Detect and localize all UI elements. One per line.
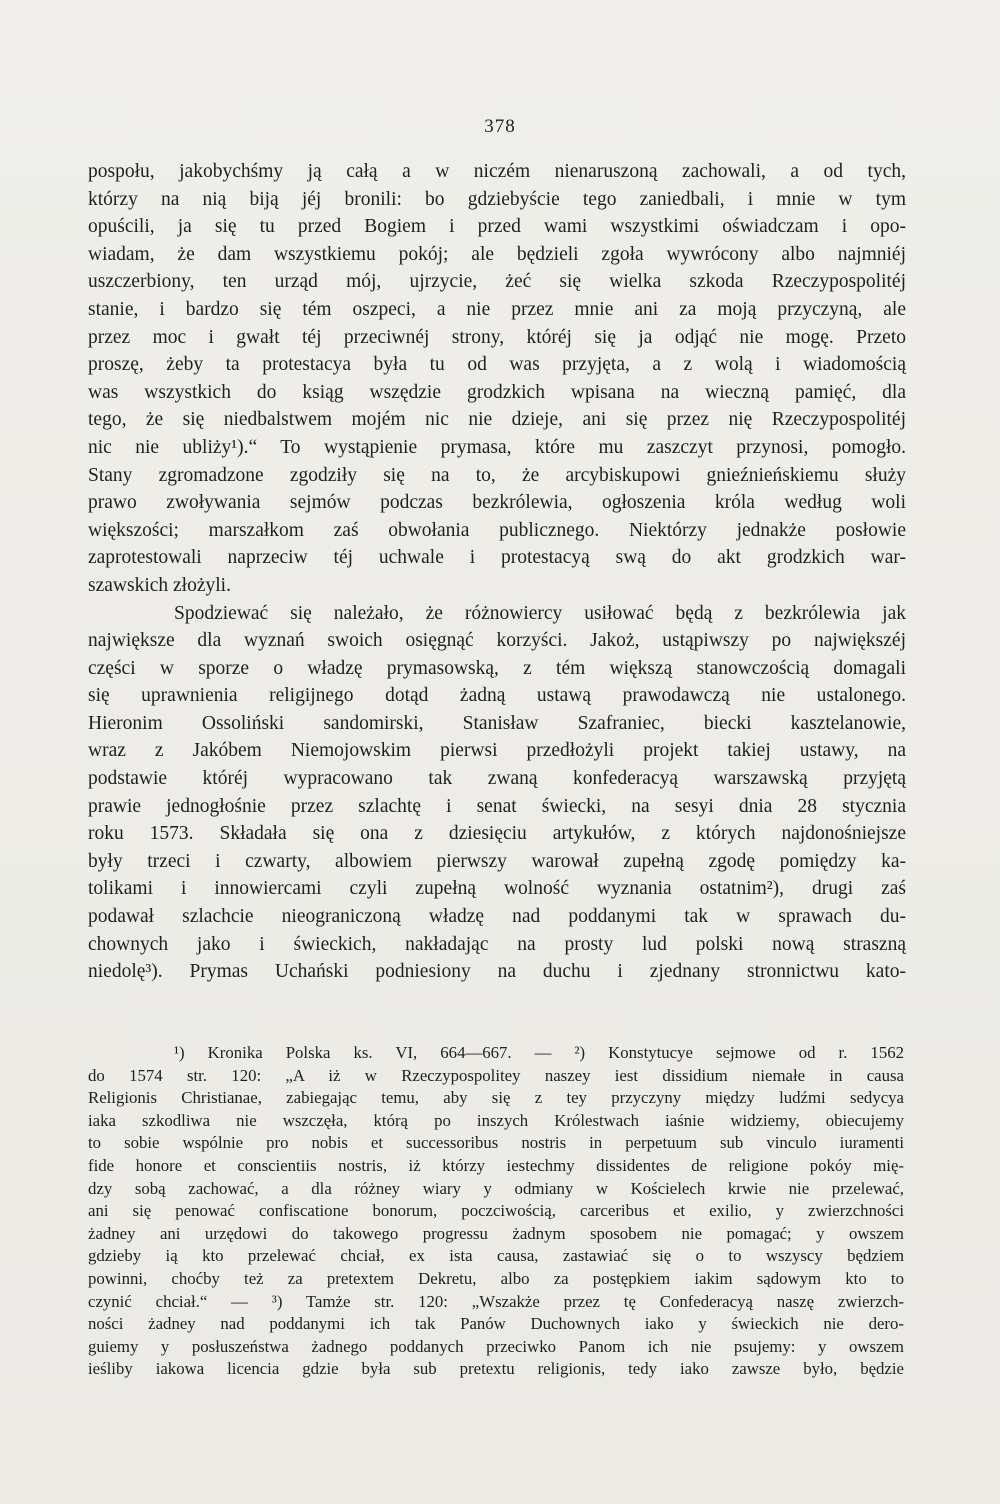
text-line: Spodziewać się należało, że różnowiercy usiłować będą z bezkrólewia jak [174, 602, 906, 624]
text-line: szawskich złożyli. [88, 574, 231, 596]
text-line: największe dla wyznań swoich osięgnąć korzyści. Jakoż, ustąpiwszy po największéj [88, 630, 906, 652]
footnote-line: iaka szkodliwa nie wszczęła, którą po inszych Królestwach iaśnie widziemy, obiecujemy [88, 1110, 904, 1130]
main-text [88, 158, 906, 986]
footnote-line: gdzieby ią kto przelewać chciał, ex ista causa, zastawiać się o to wszyscy będziem [88, 1246, 904, 1266]
footnote-line: guiemy y posłuszeństwa żadnego poddanych przeciwko Panom ich nie psujemy: y owszem [88, 1336, 904, 1356]
footnote-line: czynić chciał.“ — ³) Tamże str. 120: „Wszakże przez tę Confederacyą naszę zwierzch- [88, 1291, 904, 1311]
text-line: tolikami i innowiercami czyli zupełną wolność wyznania ostatnim²), drugi zaś [88, 878, 906, 900]
text-line: nic nie ubliży¹).“ To wystąpienie prymasa, które mu zaszczyt przynosi, pomogło. [88, 436, 906, 458]
text-line: tego, że się niedbalstwem mojém nic nie dzieje, ani się przez nię Rzeczypospolitéj [88, 409, 906, 431]
footnote-line: do 1574 str. 120: „A iż w Rzeczypospolitey naszey iest dissidium niemałe in causa [88, 1065, 904, 1085]
footnote-line: to sobie wspólnie pro nobis et successoribus nostris in perpetuum sub vinculo iuramenti [88, 1133, 904, 1153]
text-line: prawo zwoływania sejmów podczas bezkrólewia, ogłoszenia króla według woli [88, 492, 906, 514]
footnote-line: żadney ani urzędowi do takowego progressu żadnym sposobem nie pomagać; y owszem [88, 1223, 904, 1243]
footnote-line: ieśliby iakowa licencia gdzie była sub pretextu religionis, tedy iako zawsze było, będzie [88, 1359, 904, 1379]
text-line: proszę, żeby ta protestacya była tu od was przyjęta, a z wolą i wiadomością [88, 354, 906, 376]
text-line: was wszystkich do ksiąg wszędzie grodzkich wpisana na wieczną pamięć, dla [88, 381, 906, 403]
text-line: podstawie któréj wypracowano tak zwaną konfederacyą warszawską przyjętą [88, 768, 906, 790]
text-line: Hieronim Ossoliński sandomirski, Stanisław Szafraniec, biecki kasztelanowie, [88, 712, 906, 734]
text-line: niedolę³). Prymas Uchański podniesiony na duchu i zjednany stronnictwu kato- [88, 961, 906, 983]
text-line: wiadam, że dam wszystkiemu pokój; ale będzieli zgoła wywrócony albo najmniéj [88, 243, 906, 265]
footnote-line: ani się penować confiscatione bonorum, poczciwością, carceribus et exilio, y zwierzchności [88, 1201, 904, 1221]
text-line: zaprotestowali naprzeciw téj uchwale i protestacyą swą do akt grodzkich war- [88, 547, 906, 569]
text-line: przez moc i gwałt téj przeciwnéj strony, któréj się ja odjąć nie mogę. Przeto [88, 326, 906, 348]
text-line: roku 1573. Składała się ona z dziesięciu artykułów, z których najdonośniejsze [88, 823, 906, 845]
text-line: Stany zgromadzone zgodziły się na to, że arcybiskupowi gnieźnieńskiemu służy [88, 464, 906, 486]
text-line: opuścili, ja się tu przed Bogiem i przed wami wszystkimi oświadczam i opo- [88, 216, 906, 238]
text-line: którzy na nią biją jéj bronili: bo gdziebyście tego zaniedbali, i mnie w tym [88, 188, 906, 210]
footnote-line: powinni, choćby też za pretextem Dekretu, albo za postępkiem iakim sądowym kto to [88, 1268, 904, 1288]
text-line: uszczerbiony, ten urząd mój, ujrzycie, żeć się wielka szkoda Rzeczypospolitéj [88, 271, 906, 293]
footnote-line: Religionis Christianae, zabiegając temu, aby się z tey przyczyny między ludźmi sedycya [88, 1088, 904, 1108]
page-number: 378 [484, 116, 516, 137]
text-line: chownych jako i świeckich, nakładając na prosty lud polski nową straszną [88, 933, 906, 955]
text-line: prawie jednogłośnie przez szlachtę i senat świecki, na sesyi dnia 28 stycznia [88, 795, 906, 817]
text-line: podawał szlachcie nieograniczoną władzę nad poddanymi tak w sprawach du- [88, 906, 906, 928]
text-line: były trzeci i czwarty, albowiem pierwszy warował zupełną zgodę pomiędzy ka- [88, 850, 906, 872]
footnote-line: ¹) Kronika Polska ks. VI, 664—667. — ²) Konstytucye sejmowe od r. 1562 [174, 1043, 904, 1062]
text-line: części w sporze o władzę prymasowską, z tém większą stanowczością domagali [88, 657, 906, 679]
text-line: się uprawnienia religijnego dotąd żadną ustawą prawodawczą nie ustalonego. [88, 685, 906, 707]
text-line: wraz z Jakóbem Niemojowskim pierwsi przedłożyli projekt takiej ustawy, na [88, 740, 906, 762]
footnote-line: dzy sobą zachować, a dla różney wiary y odmiany w Kościelech krwie nie przelewać, [88, 1178, 904, 1198]
footnotes [88, 1042, 904, 1381]
text-line: większości; marszałkom zaś obwołania publicznego. Niektórzy jednakże posłowie [88, 519, 906, 541]
footnote-line: ności żadney nad poddanymi ich tak Panów Duchownych iako y świeckich nie dero- [88, 1314, 904, 1334]
footnote-line: fide honore et conscientiis nostris, iż którzy iestechmy dissidentes de religione pokóy mię- [88, 1155, 904, 1175]
text-line: stanie, i bardzo się tém oszpeci, a nie przez mnie ani za moją przyczyną, ale [88, 298, 906, 320]
text-line: pospołu, jakobychśmy ją całą a w niczém nienaruszoną zachowali, a od tych, [88, 161, 906, 182]
